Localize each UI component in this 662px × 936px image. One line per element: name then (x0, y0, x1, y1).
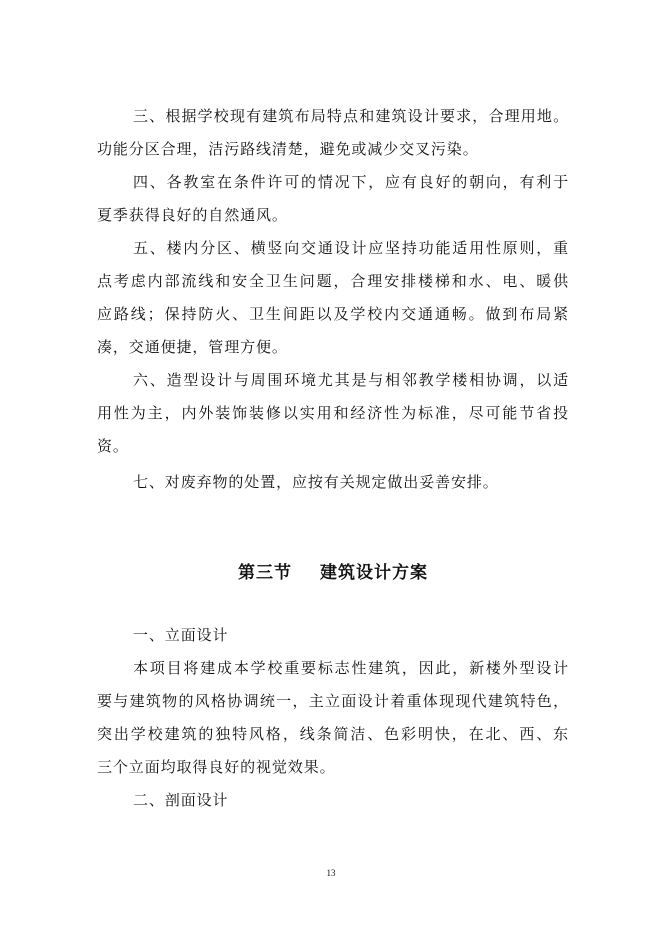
paragraph (97, 166, 569, 232)
paragraph-line: 七、对废弃物的处置，应按有关规定做出妥善安排。 (133, 473, 499, 491)
paragraph-line: 突出学校建筑的独特风格，线条简洁、色彩明快，在北、西、东 (97, 725, 569, 743)
paragraph-line: 六、造型设计与周围环境尤其是与相邻教学楼相协调，以适 (133, 371, 569, 389)
paragraph-line: 四、各教室在条件许可的情况下，应有良好的朝向，有利于 (133, 173, 569, 191)
paragraph (97, 466, 569, 499)
paragraph-line: 应路线；保持防火、卫生间距以及学校内交通通畅。做到布局紧 (97, 305, 569, 323)
paragraph-line: 本项目将建成本学校重要标志性建筑，因此，新楼外型设计 (133, 659, 569, 677)
section-number: 第三节 (238, 563, 292, 583)
paragraph-line: 一、立面设计 (133, 626, 229, 644)
paragraph-line: 点考虑内部流线和安全卫生问题，合理安排楼梯和水、电、暖供 (97, 272, 569, 290)
paragraph (97, 100, 569, 166)
section-heading (97, 557, 569, 590)
section-title: 建筑设计方案 (320, 563, 428, 583)
paragraph (97, 232, 569, 364)
paragraph-line: 三、根据学校现有建筑布局特点和建筑设计要求，合理用地。 (133, 107, 569, 125)
paragraph-line: 功能分区合理，洁污路线清楚，避免或减少交叉污染。 (97, 140, 479, 158)
paragraph-line: 要与建筑物的风格协调统一，主立面设计着重体现现代建筑特色， (97, 692, 569, 710)
paragraph-line: 三个立面均取得良好的视觉效果。 (97, 758, 336, 776)
paragraph-line: 资。 (97, 437, 129, 455)
paragraph (97, 364, 569, 463)
paragraph-line: 夏季获得良好的自然通风。 (97, 206, 288, 224)
page-body (97, 100, 569, 817)
subsection-heading (97, 619, 569, 652)
paragraph-line: 二、剖面设计 (133, 791, 229, 809)
paragraph (97, 652, 569, 784)
paragraph-line: 五、楼内分区、横竖向交通设计应坚持功能适用性原则，重 (133, 239, 569, 257)
paragraph-line: 用性为主，内外装饰装修以实用和经济性为标准，尽可能节省投 (97, 404, 569, 422)
page-number: 13 (326, 868, 336, 878)
paragraph-line: 凑，交通便捷，管理方便。 (97, 338, 288, 356)
subsection-heading (97, 784, 569, 817)
